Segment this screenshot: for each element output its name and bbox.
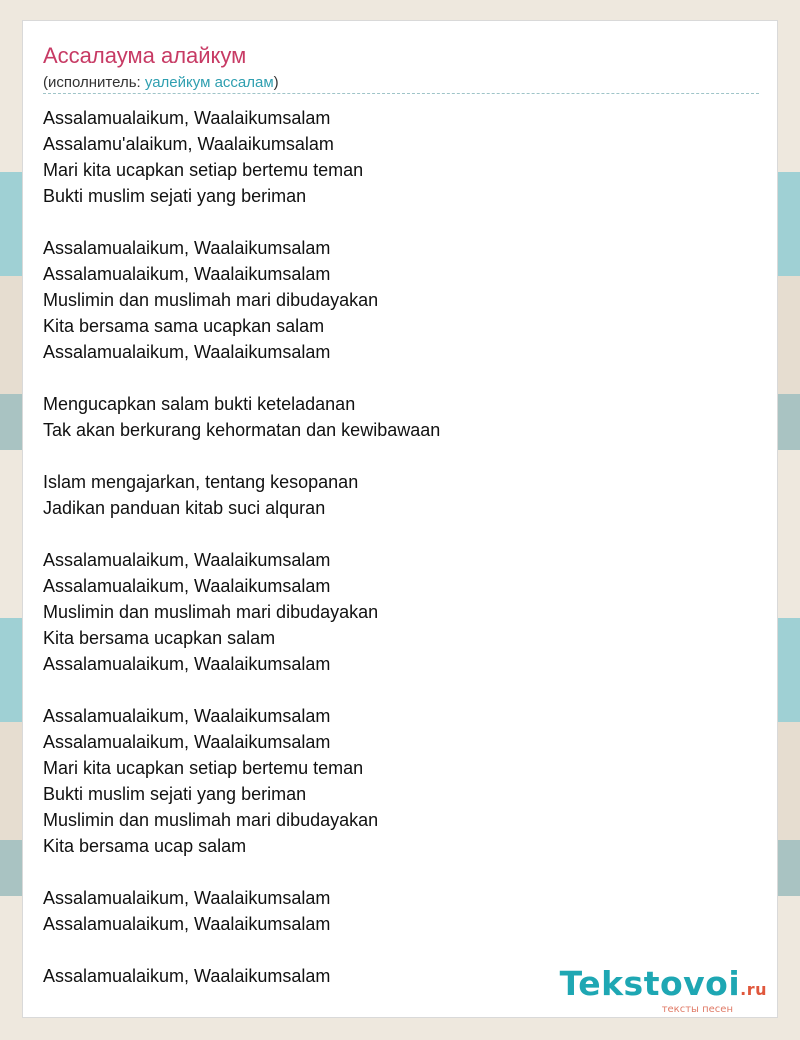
logo-tld: .ru xyxy=(740,980,767,999)
logo-tagline: тексты песен xyxy=(661,1004,733,1015)
lyric-line: Jadikan panduan kitab suci alquran xyxy=(43,498,326,518)
lyrics-card xyxy=(22,20,778,1018)
artist-line xyxy=(43,74,279,91)
lyric-line: Islam mengajarkan, tentang kesopanan xyxy=(43,472,359,492)
lyric-line: Assalamualaikum, Waalaikumsalam xyxy=(43,706,331,726)
lyric-line: Assalamualaikum, Waalaikumsalam xyxy=(43,264,331,284)
lyric-line: Kita bersama ucapkan salam xyxy=(43,628,276,648)
lyric-line: Mari kita ucapkan setiap bertemu teman xyxy=(43,160,364,180)
lyric-line: Assalamualaikum, Waalaikumsalam xyxy=(43,966,331,986)
lyric-line: Assalamualaikum, Waalaikumsalam xyxy=(43,342,331,362)
lyric-line: Assalamualaikum, Waalaikumsalam xyxy=(43,108,331,128)
stanza-gap xyxy=(43,677,759,703)
lyric-line: Assalamualaikum, Waalaikumsalam xyxy=(43,238,331,258)
site-logo[interactable] xyxy=(560,966,767,1015)
lyric-line: Kita bersama sama ucapkan salam xyxy=(43,316,325,336)
lyric-line: Assalamualaikum, Waalaikumsalam xyxy=(43,914,331,934)
lyric-line: Kita bersama ucap salam xyxy=(43,836,247,856)
lyrics-text xyxy=(43,105,759,989)
lyric-line: Assalamualaikum, Waalaikumsalam xyxy=(43,550,331,570)
lyric-line: Bukti muslim sejati yang beriman xyxy=(43,186,307,206)
artist-link[interactable]: уалейкум ассалам xyxy=(144,74,274,91)
lyric-line: Tak akan berkurang kehormatan dan kewibawaan xyxy=(43,420,441,440)
stanza-gap xyxy=(43,209,759,235)
song-title: Ассалаума алайкум xyxy=(43,43,247,68)
stanza-gap xyxy=(43,859,759,885)
lyric-line: Muslimin dan muslimah mari dibudayakan xyxy=(43,290,379,310)
stanza-gap xyxy=(43,443,759,469)
lyric-line: Muslimin dan muslimah mari dibudayakan xyxy=(43,810,379,830)
lyric-line: Assalamualaikum, Waalaikumsalam xyxy=(43,654,331,674)
lyric-line: Muslimin dan muslimah mari dibudayakan xyxy=(43,602,379,622)
lyric-line: Assalamualaikum, Waalaikumsalam xyxy=(43,732,331,752)
stanza-gap xyxy=(43,937,759,963)
artist-suffix: ) xyxy=(273,74,279,91)
lyric-line: Assalamu'alaikum, Waalaikumsalam xyxy=(43,134,334,154)
lyric-line: Bukti muslim sejati yang beriman xyxy=(43,784,307,804)
lyric-line: Mengucapkan salam bukti keteladanan xyxy=(43,394,356,414)
lyric-line: Assalamualaikum, Waalaikumsalam xyxy=(43,888,331,908)
stanza-gap xyxy=(43,521,759,547)
logo-name: Tekstovoi xyxy=(559,964,741,1003)
title-divider xyxy=(43,93,759,94)
artist-prefix: (исполнитель: xyxy=(43,74,145,91)
lyric-line: Mari kita ucapkan setiap bertemu teman xyxy=(43,758,364,778)
stanza-gap xyxy=(43,365,759,391)
lyric-line: Assalamualaikum, Waalaikumsalam xyxy=(43,576,331,596)
